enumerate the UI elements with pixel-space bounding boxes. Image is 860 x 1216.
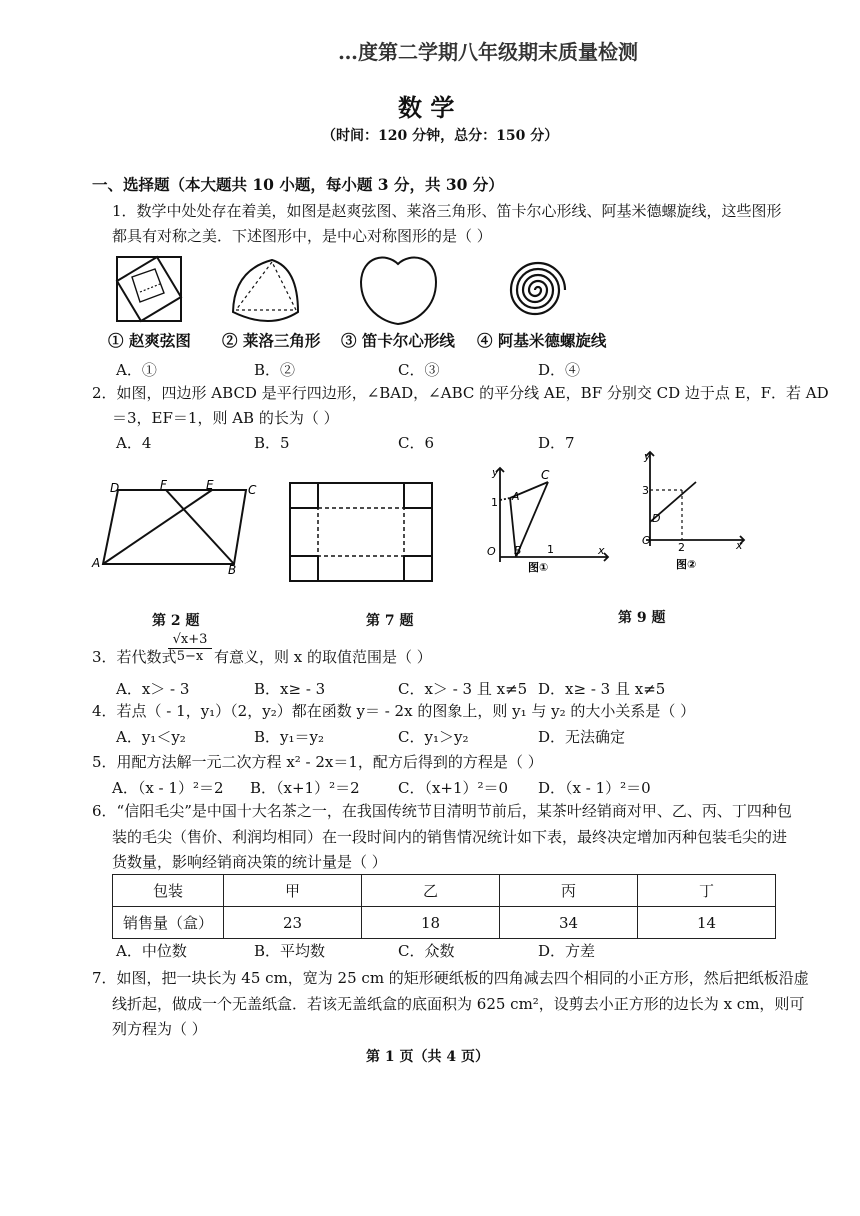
q9-f2-x: x bbox=[736, 539, 743, 552]
spiral-figure bbox=[511, 263, 565, 314]
q2-point-f: F bbox=[160, 478, 167, 492]
caption-q9: 第 9 题 bbox=[618, 610, 666, 626]
table-cell: 丙 bbox=[500, 875, 638, 907]
q2-parallelogram-figure bbox=[88, 474, 258, 584]
table-cell: 包装 bbox=[113, 875, 224, 907]
q3-option-b: B．x≥ - 3 bbox=[254, 680, 326, 698]
caption-q7: 第 7 题 bbox=[366, 613, 414, 629]
q3-numerator: √x+3 bbox=[168, 632, 212, 649]
q4-option-b: B．y₁＝y₂ bbox=[254, 728, 324, 746]
table-row bbox=[113, 907, 776, 939]
q9-f1-1x: 1 bbox=[547, 543, 554, 556]
table-cell: 乙 bbox=[362, 875, 500, 907]
q1-fig-label-2: ② 莱洛三角形 bbox=[222, 331, 321, 350]
q3-fraction bbox=[168, 632, 212, 665]
q5-stem: 5．用配方法解一元二次方程 x² - 2x＝1，配方后得到的方程是（ ） bbox=[92, 753, 543, 771]
q1-option-b: B．② bbox=[254, 361, 296, 379]
q4-option-d: D．无法确定 bbox=[538, 728, 626, 746]
q6-sales-table bbox=[112, 874, 776, 939]
q1-fig-label-1: ① 赵爽弦图 bbox=[108, 331, 191, 350]
q2-line2: ＝3，EF＝1，则 AB 的长为（ ） bbox=[112, 409, 339, 427]
q1-line2: 都具有对称之美．下述图形中，是中心对称图形的是（ ） bbox=[112, 227, 492, 245]
q1-fig-label-4: ④ 阿基米德螺旋线 bbox=[477, 331, 607, 350]
q4-option-c: C．y₁＞y₂ bbox=[398, 728, 469, 746]
table-cell: 甲 bbox=[224, 875, 362, 907]
q5-option-d: D．（x - 1）²＝0 bbox=[538, 779, 651, 797]
q5-option-c: C．（x+1）²＝0 bbox=[398, 779, 509, 797]
q6-line1: 6．“信阳毛尖”是中国十大名茶之一，在我国传统节目清明节前后，某茶叶经销商对甲、乙、丙、丁四种包 bbox=[92, 802, 792, 820]
reuleaux-figure bbox=[233, 260, 298, 321]
q9-f2-y: y bbox=[644, 450, 651, 463]
q2-line1: 2．如图，四边形 ABCD 是平行四边形，∠BAD，∠ABC 的平分线 AE，BF 分别交 CD 边于点 E，F．若 AD bbox=[92, 384, 829, 402]
q7-line3: 列方程为（ ） bbox=[112, 1020, 207, 1038]
table-cell: 销售量（盒） bbox=[113, 907, 224, 939]
q7-cardboard-figure bbox=[288, 478, 436, 586]
q2-point-a: A bbox=[92, 556, 101, 570]
q6-option-c: C．众数 bbox=[398, 942, 455, 960]
q4-option-a: A．y₁＜y₂ bbox=[116, 728, 186, 746]
q7-line2: 线折起，做成一个无盖纸盒．若该无盖纸盒的底面积为 625 cm²，设剪去小正方形的边长为 x cm，则可 bbox=[112, 995, 805, 1013]
cardioid-figure bbox=[361, 258, 436, 324]
q2-point-e: E bbox=[206, 478, 214, 492]
q9-f1-x: x bbox=[598, 544, 605, 557]
table-cell: 14 bbox=[638, 907, 776, 939]
q1-figures bbox=[100, 250, 600, 330]
q6-option-d: D．方差 bbox=[538, 942, 596, 960]
q3-option-d: D．x≥ - 3 且 x≠5 bbox=[538, 680, 666, 698]
q3-denominator: 5−x bbox=[176, 649, 204, 664]
q2-option-b: B．5 bbox=[254, 434, 290, 452]
q2-point-b: B bbox=[228, 563, 237, 577]
q5-option-b: B．（x+1）²＝2 bbox=[250, 779, 360, 797]
q3-suffix: 有意义，则 x 的取值范围是（ ） bbox=[214, 648, 432, 666]
top-title-fragment: …度第二学期八年级期末质量检测 bbox=[338, 40, 638, 64]
q9-figure-2 bbox=[640, 448, 750, 570]
table-cell: 丁 bbox=[638, 875, 776, 907]
q2-option-a: A．4 bbox=[116, 434, 152, 452]
zhao-shuang-figure bbox=[117, 257, 181, 321]
subject-title: 数 学 bbox=[398, 93, 455, 122]
q9-f2-o: O bbox=[642, 534, 651, 547]
q9-f2-d: D bbox=[652, 512, 661, 525]
q9-figure-1 bbox=[478, 462, 613, 574]
q9-f2-caption: 图② bbox=[676, 558, 697, 570]
q6-option-b: B．平均数 bbox=[254, 942, 326, 960]
table-cell: 18 bbox=[362, 907, 500, 939]
q9-f1-b: B bbox=[514, 544, 522, 557]
q9-f2-2: 2 bbox=[678, 541, 685, 554]
q1-option-a: A．① bbox=[116, 361, 157, 379]
q9-f1-o: O bbox=[487, 545, 496, 558]
q9-f1-1y: 1 bbox=[491, 496, 498, 509]
q2-option-c: C．6 bbox=[398, 434, 435, 452]
table-cell: 23 bbox=[224, 907, 362, 939]
q7-line1: 7．如图，把一块长为 45 cm，宽为 25 cm 的矩形硬纸板的四角减去四个相同的小正方形，然后把纸板沿虚 bbox=[92, 969, 809, 987]
q9-f1-c: C bbox=[541, 468, 550, 482]
q9-f2-3: 3 bbox=[642, 484, 649, 497]
q3-prefix: 3．若代数式 bbox=[92, 648, 177, 666]
q1-option-c: C．③ bbox=[398, 361, 440, 379]
q2-option-d: D．7 bbox=[538, 434, 575, 452]
page-footer: 第 1 页（共 4 页） bbox=[366, 1049, 489, 1065]
q4-stem: 4．若点（ - 1，y₁）（2，y₂）都在函数 y＝ - 2x 的图象上，则 y₁ 与 y₂ 的大小关系是（ ） bbox=[92, 702, 696, 720]
exam-info: （时间：120 分钟，总分：150 分） bbox=[322, 128, 559, 144]
q3-option-c: C．x＞ - 3 且 x≠5 bbox=[398, 680, 528, 698]
q5-option-a: A．（x - 1）²＝2 bbox=[112, 779, 224, 797]
q6-line3: 货数量，影响经销商决策的统计量是（ ） bbox=[112, 853, 387, 871]
caption-q2: 第 2 题 bbox=[152, 613, 200, 629]
q3-option-a: A．x＞ - 3 bbox=[116, 680, 190, 698]
q1-line1: 1．数学中处处存在着美，如图是赵爽弦图、莱洛三角形、笛卡尔心形线、阿基米德螺旋线，这些图形 bbox=[112, 202, 782, 220]
q9-f1-caption: 图① bbox=[528, 561, 549, 574]
q2-point-d: D bbox=[110, 481, 120, 495]
q9-f1-a: A bbox=[512, 490, 520, 503]
q1-option-d: D．④ bbox=[538, 361, 581, 379]
q2-point-c: C bbox=[248, 483, 257, 497]
table-header-row bbox=[113, 875, 776, 907]
section-title: 一、选择题（本大题共 10 小题，每小题 3 分，共 30 分） bbox=[92, 175, 504, 194]
q6-line2: 装的毛尖（售价、利润均相同）在一段时间内的销售情况统计如下表，最终决定增加丙种包装毛尖的进 bbox=[112, 828, 788, 846]
q6-option-a: A．中位数 bbox=[116, 942, 187, 960]
q9-f1-y: y bbox=[492, 466, 499, 479]
q1-fig-label-3: ③ 笛卡尔心形线 bbox=[341, 331, 455, 350]
table-cell: 34 bbox=[500, 907, 638, 939]
